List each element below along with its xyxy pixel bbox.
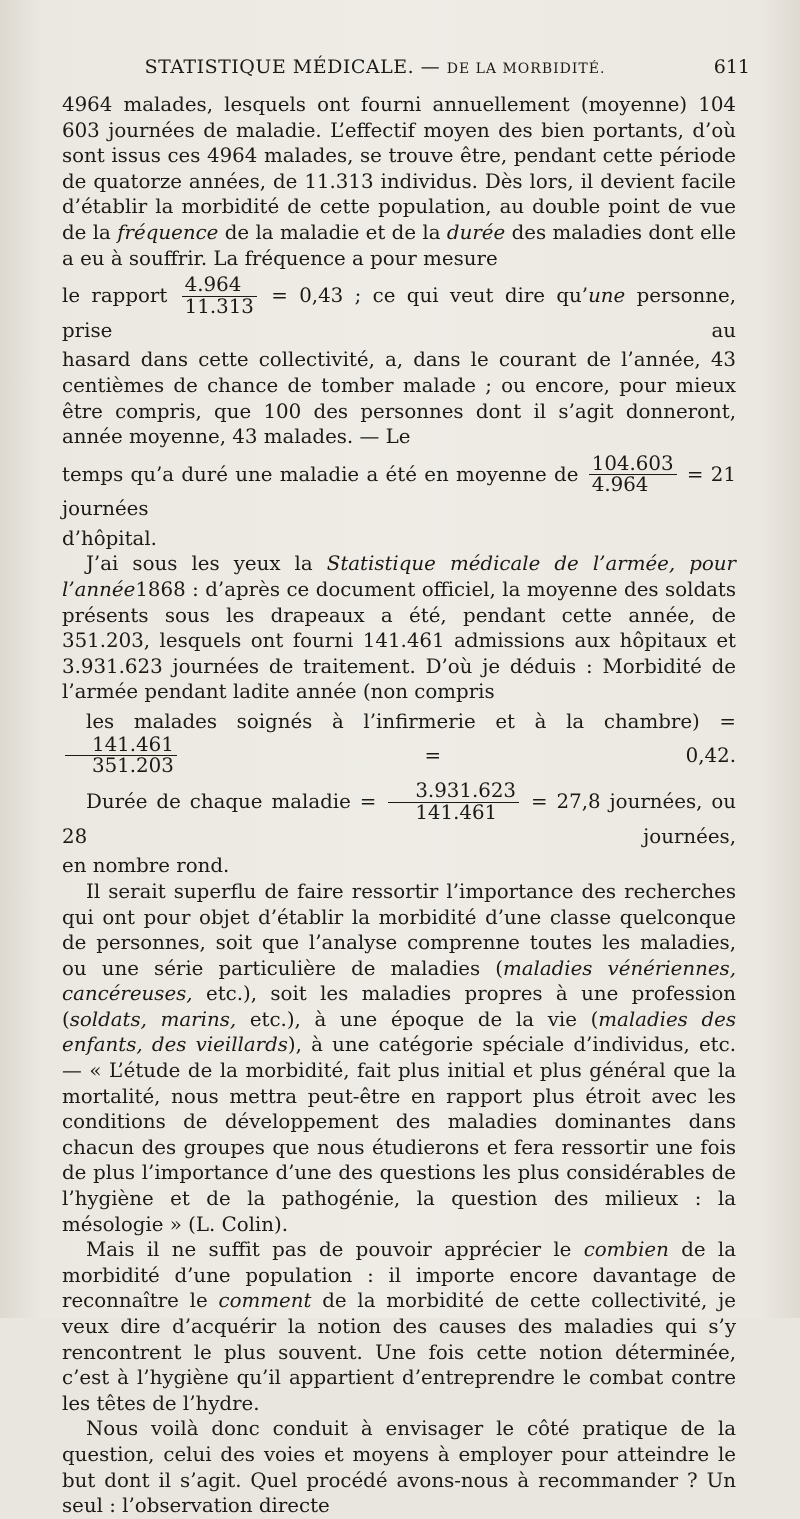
formula-duration: temps qu’a duré une maladie a été en moyenne de $\frac{104.603}{4.964}$ = 21 journées [62, 451, 736, 521]
fraction-army-duration: $\frac{3.931.623}{141.461}$ [388, 781, 519, 824]
paragraph-5: Nous voilà donc conduit à envisager le côté pratique de la question, celui des voies et moyens à employer pour atteindre le but dont il s’agit. Quel procédé avons-nous à recommander ? Un seul : l’observation directe [62, 1417, 736, 1518]
formula-army-morbidity: les malades soignés à l’infirmerie et à la chambre) = $\frac{141.461}{351.203}$ = 0,42. [62, 709, 736, 777]
paragraph-1: 4964 malades, lesquels ont fourni annuellement (moyenne) 104 603 journées de maladie. L’effectif moyen des bien portants, d’où sont issus ces 4964 malades, se trouve être, pendant cette période de quatorze années, de 11.313 individus. Dès lors, il devient facile d’établir la morbidité de cette population, au double point de vue de la fréquence de la maladie et de la durée des maladies dont elle a eu à souffrir. La fréquence a pour mesure le rapport $\frac{4.964}{11.313}$ = 0,43 ; ce qui veut dire qu’une personne, prise au hasard dans cette collectivité, a, dans le courant de l’année, 43 centièmes de chance de tomber malade ; ou encore, pour mieux être compris, que 100 des personnes dont il s’agit donneront, année moyenne, 43 malades. — Le temps qu’a duré une maladie a été en moyenne de $\frac{104.603}{4.964}$ = 21 journées d’hôpital. [62, 93, 737, 550]
fraction-frequency: $\frac{4.964}{11.313}$ [182, 275, 257, 318]
paragraph-3: Il serait superflu de faire ressortir l’importance des recherches qui ont pour objet d’établir la morbidité d’une classe quelconque de personnes, soit que l’analyse comprenne toutes les maladies, ou une série particulière de maladies (maladies vénériennes, cancéreuses, etc.), soit les maladies propres à une profession (soldats, marins, etc.), à une époque de la vie (maladies des enfants, des vieillards), à une catégorie spéciale d’individus, etc. — « L’étude de la morbidité, fait plus initial et plus général que la mortalité, nous mettra peut-être en rapport plus étroit avec les conditions de développement des maladies dominantes dans chacun des groupes que nous étudierons et fera ressortir une fois de plus l’importance d’une des questions les plus considérables de l’hygiène et de la pathogénie, la question des milieux : la mésologie » (L. Colin). [62, 879, 737, 1236]
body-text [62, 92, 736, 1519]
fraction-army-morbidity: $\frac{141.461}{351.203}$ [65, 735, 177, 778]
running-title [60, 56, 690, 78]
page-number: 611 [713, 56, 750, 78]
fraction-duration: $\frac{104.603}{4.964}$ [589, 454, 677, 497]
paragraph-2: J’ai sous les yeux la Statistique médicale de l’armée, pour l’année1868 : d’après ce document officiel, la moyenne des soldats présents sous les drapeaux a été, pendant cette année, de 351.203, lesquels ont fourni 141.461 admissions aux hôpitaux et 3.931.623 journées de traitement. D’où je déduis : Morbidité de l’armée pendant ladite année (non compris les malades soignés à l’infirmerie et à la chambre) = $\frac{141.461}{351.203}$ = 0,42. Durée de chaque maladie = $\frac{3.931.623}{141.461}$ = 27,8 journées, ou 28 journées, en nombre rond. [62, 552, 736, 878]
running-header [60, 56, 750, 86]
formula-army-duration: Durée de chaque maladie = $\frac{3.931.623}{141.461}$ = 27,8 journées, ou 28 journées, [62, 779, 736, 848]
running-title-sub: DE LA MORBIDITÉ. [446, 61, 606, 77]
running-title-main: STATISTIQUE MÉDICALE. — [144, 56, 441, 78]
formula-frequency: le rapport $\frac{4.964}{11.313}$ = 0,43 ; ce qui veut dire qu’une personne, prise au [62, 273, 736, 342]
paragraph-4: Mais il ne suffit pas de pouvoir apprécier le combien de la morbidité d’une population : il importe encore davantage de reconnaître le comment de la morbidité de cette collectivité, je veux dire d’acquérir la notion des causes des maladies qui s’y rencontrent le plus souvent. Une fois cette notion déterminée, c’est à l’hygiène qu’il appartient d’entreprendre le combat contre les têtes de l’hydre. [62, 1238, 736, 1415]
